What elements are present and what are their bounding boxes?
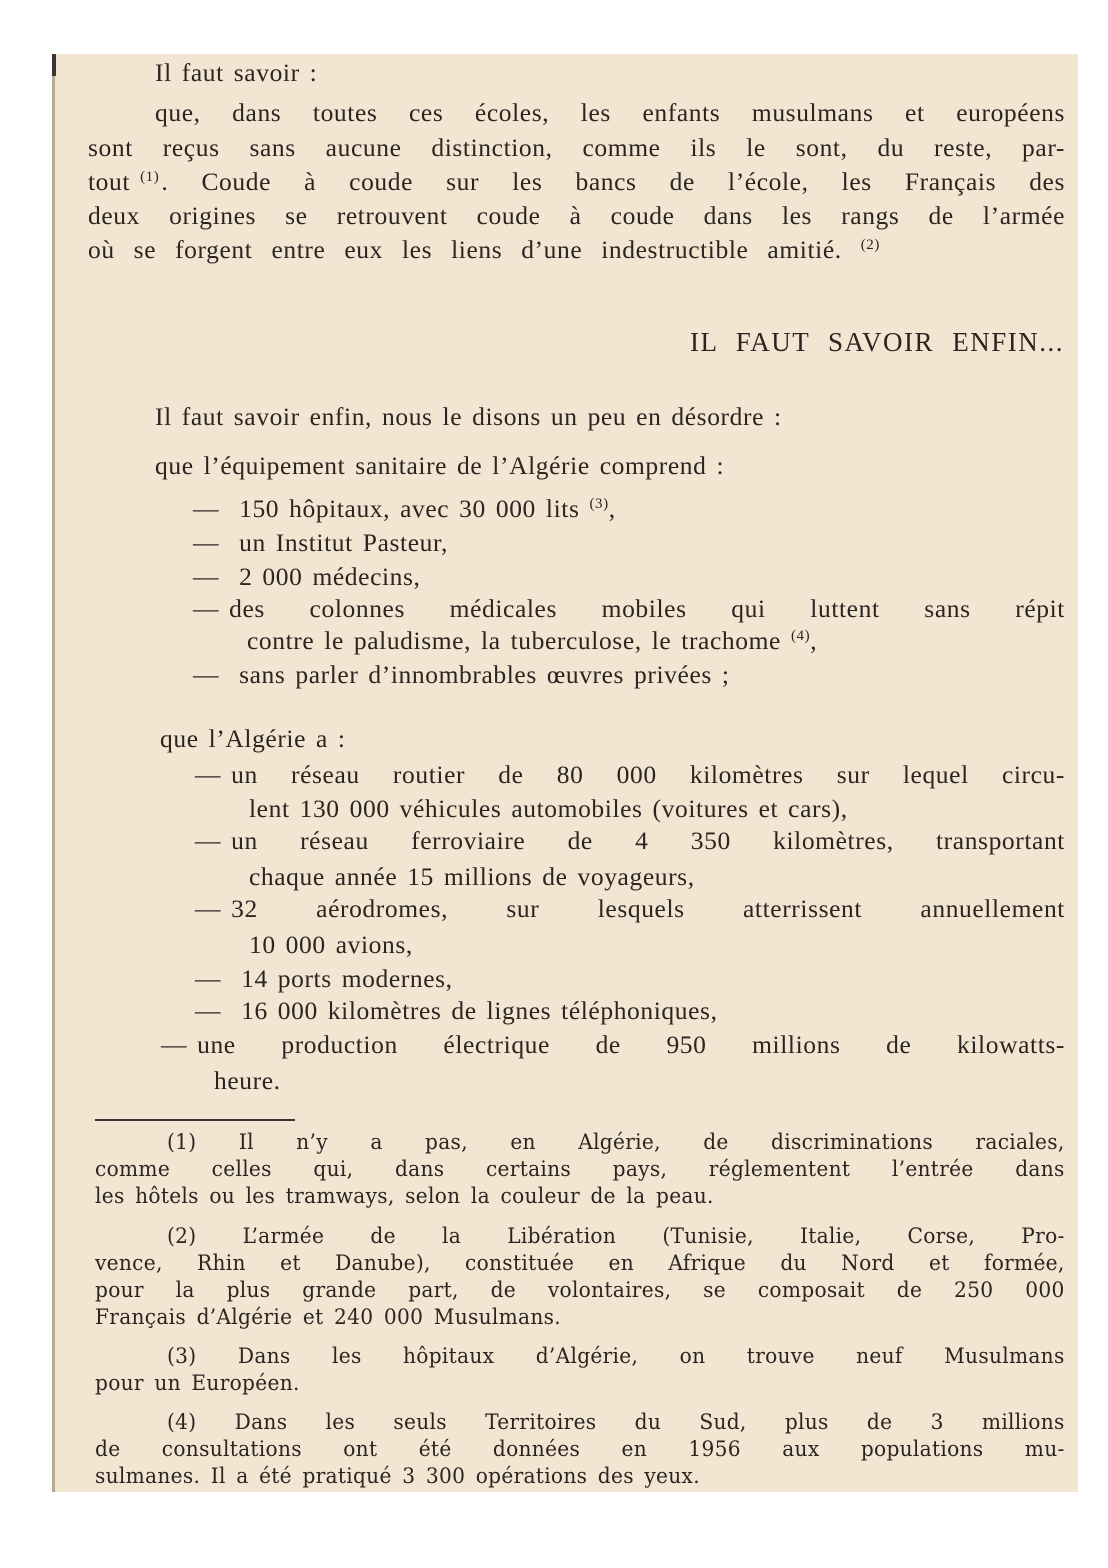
dash: — — [195, 964, 222, 993]
item-text: 32 aérodromes, sur lesquels atterrissent annuellement — [231, 894, 1065, 923]
item-text: des colonnes médicales mobiles qui luttent sans répit — [229, 594, 1065, 623]
item-text: sans parler d’innombrables œuvres privées ; — [239, 660, 730, 689]
infrastructure-item-cont: lent 130 000 véhicules automobiles (voitures et cars), — [249, 794, 848, 823]
footnote-ref-1[interactable]: (1) — [140, 169, 160, 185]
footnote-line: sulmanes. Il a été pratiqué 3 300 opérations des yeux. — [95, 1464, 700, 1488]
footnote-line: comme celles qui, dans certains pays, réglementent l’entrée dans — [95, 1157, 1065, 1181]
infrastructure-item — [161, 1030, 1065, 1060]
footnote-ref-2[interactable]: (2) — [860, 237, 880, 253]
intro-lead: Il faut savoir : — [155, 58, 318, 87]
item-text: 14 ports modernes, — [241, 964, 453, 993]
sanitary-item-cont — [247, 626, 817, 656]
sanitary-item — [193, 528, 448, 558]
footnote-line: pour un Européen. — [95, 1371, 300, 1395]
infrastructure-intro: que l’Algérie a : — [160, 724, 346, 753]
page-edge-mark — [52, 54, 56, 76]
section-heading: IL FAUT SAVOIR ENFIN... — [689, 327, 1064, 357]
dash: — — [193, 594, 220, 623]
item-cont: contre le paludisme, la tuberculose, le trachome — [247, 626, 781, 655]
dash: — — [193, 660, 220, 689]
infrastructure-item — [195, 826, 1065, 856]
infrastructure-item-cont: 10 000 avions, — [249, 930, 413, 959]
footnote-ref-4[interactable]: (4) — [790, 628, 811, 644]
item-text: 2 000 médecins, — [239, 562, 421, 591]
footnote-line: Français d’Algérie et 240 000 Musulmans. — [95, 1305, 561, 1329]
intro-word: tout — [88, 167, 131, 196]
item-text: un réseau routier de 80 000 kilomètres sur lequel circu- — [231, 760, 1065, 789]
intro-line-4: deux origines se retrouvent coude à coude dans les rangs de l’armée — [88, 201, 1065, 230]
dash: — — [193, 562, 220, 591]
footnote-line: (1) Il n’y a pas, en Algérie, de discriminations raciales, — [167, 1130, 1065, 1154]
dash: — — [195, 996, 222, 1025]
footnote-ref-3[interactable]: (3) — [589, 496, 609, 512]
footnote-line: les hôtels ou les tramways, selon la couleur de la peau. — [95, 1184, 714, 1208]
infrastructure-item — [195, 760, 1065, 790]
item-text: un réseau ferroviaire de 4 350 kilomètres, transportant — [231, 826, 1065, 855]
item-tail: , — [810, 626, 818, 655]
intro-line-3-rest: . Coude à coude sur les bancs de l’école, les Français des — [161, 167, 1065, 196]
dash: — — [195, 894, 222, 923]
item-tail: , — [608, 494, 616, 523]
infrastructure-item-cont: heure. — [214, 1066, 281, 1095]
footnote-line: (4) Dans les seuls Territoires du Sud, plus de 3 millions — [167, 1410, 1065, 1434]
dash: — — [193, 494, 220, 523]
item-text: 150 hôpitaux, avec 30 000 lits — [239, 494, 580, 523]
item-text: un Institut Pasteur, — [239, 528, 449, 557]
infrastructure-item — [195, 964, 453, 994]
dash: — — [161, 1030, 188, 1059]
dash: — — [195, 826, 222, 855]
sanitary-intro: que l’équipement sanitaire de l’Algérie comprend : — [155, 451, 725, 480]
intro-line-3 — [88, 167, 1065, 197]
infrastructure-item-cont: chaque année 15 millions de voyageurs, — [249, 862, 695, 891]
sanitary-item — [193, 660, 730, 690]
sanitary-item — [193, 562, 421, 592]
dash: — — [195, 760, 222, 789]
dash: — — [193, 528, 220, 557]
section-lead: Il faut savoir enfin, nous le disons un peu en désordre : — [155, 402, 782, 431]
intro-line-5-text: où se forgent entre eux les liens d’une indestructible amitié. — [88, 235, 842, 264]
footnote-line: pour la plus grande part, de volontaires, se composait de 250 000 — [95, 1278, 1065, 1302]
footnote-line: (2) L’armée de la Libération (Tunisie, Italie, Corse, Pro- — [167, 1224, 1065, 1248]
infrastructure-item — [195, 894, 1065, 924]
infrastructure-item — [195, 996, 718, 1026]
sanitary-item — [193, 594, 1065, 624]
footnote-line: (3) Dans les hôpitaux d’Algérie, on trouve neuf Musulmans — [167, 1344, 1065, 1368]
intro-line-2: sont reçus sans aucune distinction, comme ils le sont, du reste, par- — [88, 133, 1065, 162]
item-text: 16 000 kilomètres de lignes téléphoniques, — [241, 996, 718, 1025]
item-text: une production électrique de 950 millions de kilowatts- — [197, 1030, 1065, 1059]
intro-line-5 — [88, 235, 880, 265]
book-page — [52, 54, 1078, 1492]
intro-line-1: que, dans toutes ces écoles, les enfants musulmans et européens — [155, 98, 1065, 127]
sanitary-item — [193, 494, 616, 524]
footnote-separator — [95, 1119, 295, 1121]
footnote-line: vence, Rhin et Danube), constituée en Afrique du Nord et formée, — [95, 1251, 1065, 1275]
footnote-line: de consultations ont été données en 1956 aux populations mu- — [95, 1437, 1065, 1461]
